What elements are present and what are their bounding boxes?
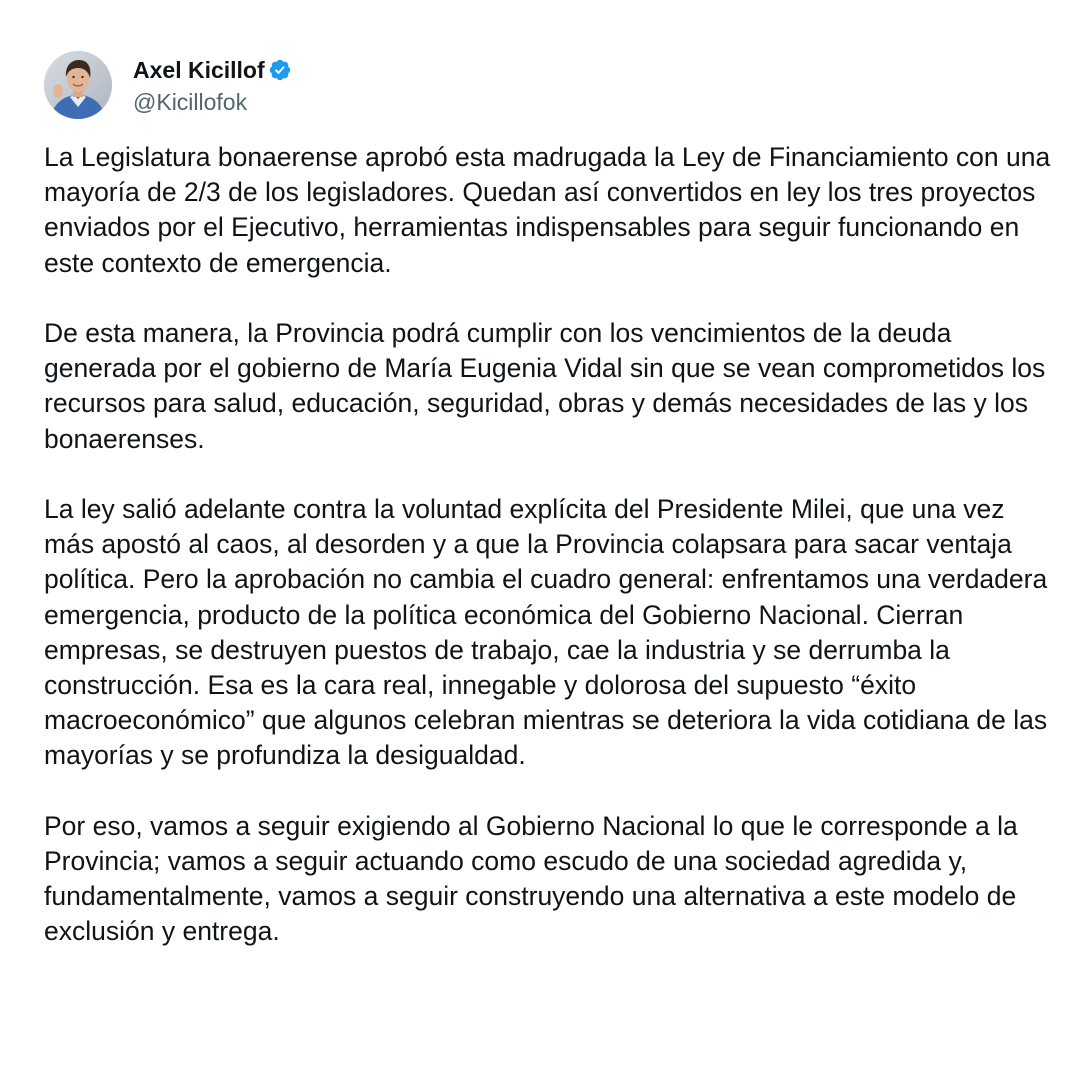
tweet-paragraph: De esta manera, la Provincia podrá cumplir con los vencimientos de la deuda generada por el gobierno de María Eugenia Vidal sin que se vean comprometidos los recursos para salud, educación, seguridad, obras y demás necesidades de las y los bonaerenses. (44, 318, 1046, 454)
tweet-paragraph: La Legislatura bonaerense aprobó esta madrugada la Ley de Financiamiento con una mayoría de 2/3 de los legisladores. Quedan así convertidos en ley los tres proyectos enviados por el Ejecutivo, herramientas indispensables para seguir funcionando en este contexto de emergencia. (44, 142, 1051, 278)
profile-photo-icon (44, 51, 112, 119)
author-names (133, 54, 292, 117)
display-name-row (133, 54, 292, 86)
verified-badge-icon (268, 58, 292, 82)
tweet-header (44, 50, 292, 120)
tweet-text (44, 140, 1054, 950)
avatar[interactable] (44, 51, 112, 119)
tweet-paragraph: La ley salió adelante contra la voluntad explícita del Presidente Milei, que una vez más apostó al caos, al desorden y a que la Provincia colapsara para sacar ventaja política. Pero la aprobación no cambia el cuadro general: enfrentamos una verdadera emergencia, producto de la política económica del Gobierno Nacional. Cierran empresas, se destruyen puestos de trabajo, cae la industria y se derrumba la construcción. Esa es la cara real, innegable y dolorosa del supuesto “éxito macroeconómico” que algunos celebran mientras se deteriora la vida cotidiana de las mayorías y se profundiza la desigualdad. (44, 494, 1048, 771)
tweet-paragraph: Por eso, vamos a seguir exigiendo al Gobierno Nacional lo que le corresponde a la Provincia; vamos a seguir actuando como escudo de una sociedad agredida y, fundamentalmente, vamos a seguir construyendo una alternativa a este modelo de exclusión y entrega. (44, 810, 1018, 947)
display-name[interactable]: Axel Kicillof (133, 56, 265, 83)
author-handle[interactable]: @Kicillofok (133, 88, 248, 115)
